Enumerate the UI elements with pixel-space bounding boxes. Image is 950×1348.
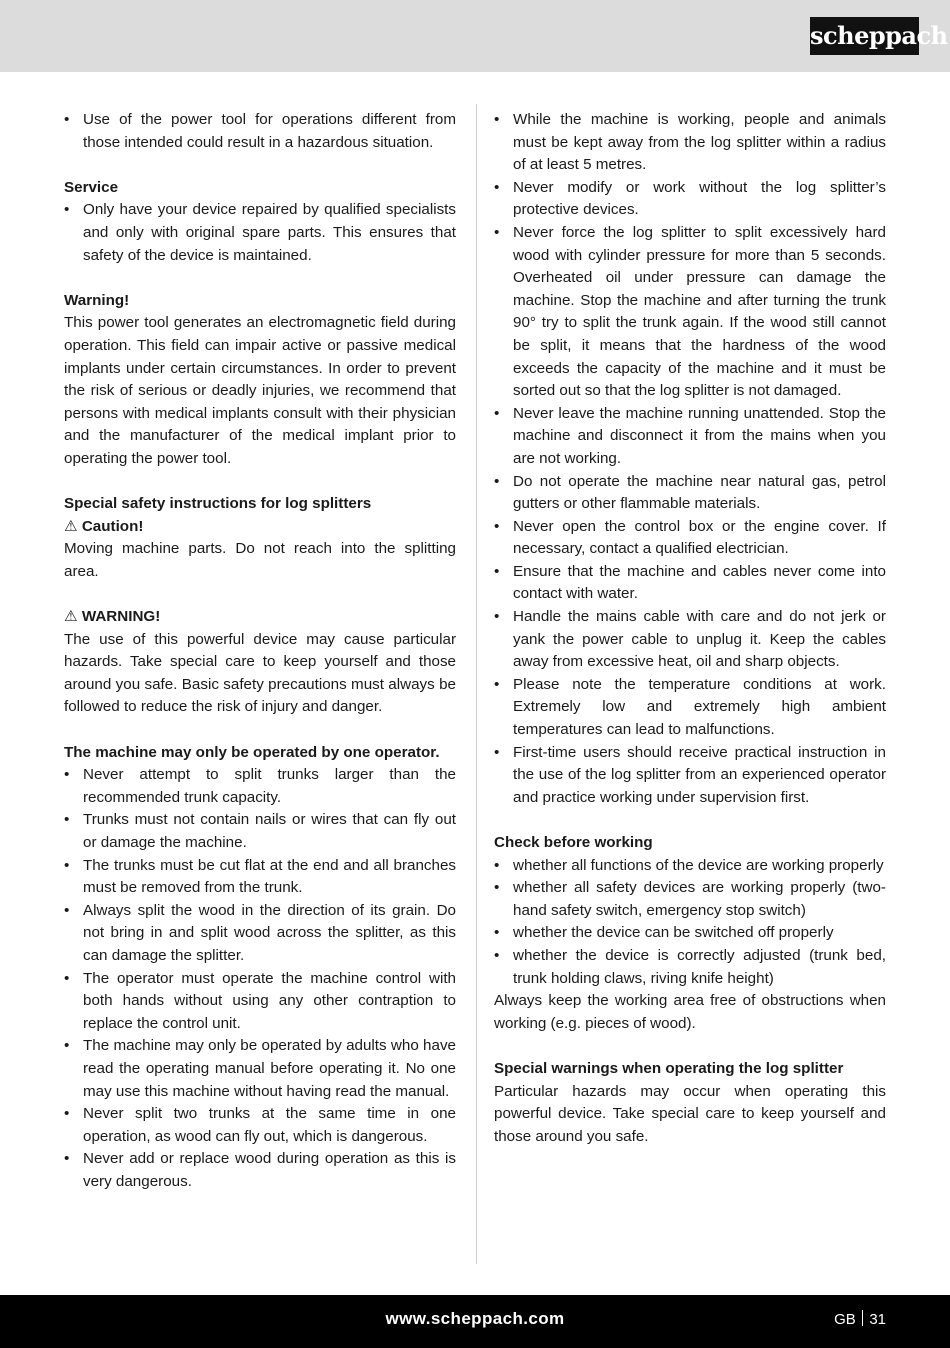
list-item: • Use of the power tool for operations different from those intended could result in a hazardous situation. xyxy=(64,109,456,154)
warning-heading: Warning! xyxy=(64,291,130,309)
check-heading: Check before working xyxy=(494,834,653,851)
left-column xyxy=(64,109,456,1194)
list-item: • Ensure that the machine and cables never come into contact with water. xyxy=(494,561,886,606)
list-item: • Never add or replace wood during operation as this is very dangerous. xyxy=(64,1148,456,1193)
special-warnings-text: Particular hazards may occur when operating this powerful device. Take special care to keep yourself and those around you safe. xyxy=(494,1082,886,1145)
list-item: • whether all functions of the device are working properly xyxy=(494,855,886,878)
operator-heading: The machine may only be operated by one operator. xyxy=(64,743,440,761)
separator xyxy=(862,1310,864,1326)
special-safety-heading: Special safety instructions for log splitters xyxy=(64,495,372,513)
right-column xyxy=(494,109,886,1148)
page-number xyxy=(834,1310,886,1328)
list-item: • Do not operate the machine near natural gas, petrol gutters or other flammable materials. xyxy=(494,471,886,516)
list-item: • Only have your device repaired by qualified specialists and only with original spare parts. This ensures that safety of the device is maintained. xyxy=(64,199,456,267)
website-link[interactable]: www.scheppach.com xyxy=(385,1309,565,1328)
list-item: • The trunks must be cut flat at the end and all branches must be removed from the trunk. xyxy=(64,855,456,900)
service-heading: Service xyxy=(64,178,119,196)
list-item: • Never split two trunks at the same time in one operation, as wood can fly out, which is dangerous. xyxy=(64,1103,456,1148)
warning-caps-heading: ⚠ WARNING! xyxy=(64,608,161,626)
list-item: • Never force the log splitter to split excessively hard wood with cylinder pressure for more than 5 seconds. Overheated oil under pressure can damage the machine. Stop the machine and after turning the trunk 90° try to split the trunk again. If the wood still cannot be split, it means that the hardness of the wood exceeds the capacity of the machine and it must be sorted out so that the log splitter is not damaged. xyxy=(494,222,886,403)
check-list xyxy=(494,855,886,991)
list-item: • Never open the control box or the engine cover. If necessary, contact a qualified electrician. xyxy=(494,516,886,561)
check-text: Always keep the working area free of obstructions when working (e.g. pieces of wood). xyxy=(494,992,886,1032)
list-item: • First-time users should receive practical instruction in the use of the log splitter from an experienced operator and practice working under supervision first. xyxy=(494,742,886,810)
list-item: • whether all safety devices are working properly (two-hand safety switch, emergency stop switch) xyxy=(494,877,886,922)
list-item: • The operator must operate the machine control with both hands without using any other contraption to replace the control unit. xyxy=(64,968,456,1036)
list-item: • Never modify or work without the log splitter’s protective devices. xyxy=(494,177,886,222)
list-item: • While the machine is working, people and animals must be kept away from the log splitter within a radius of at least 5 metres. xyxy=(494,109,886,177)
warning-caps-text: The use of this powerful device may cause particular hazards. Take special care to keep yourself and those around you safe. Basic safety precautions must always be followed to reduce the risk of injury and danger. xyxy=(64,630,456,716)
caution-text: Moving machine parts. Do not reach into the splitting area. xyxy=(64,540,456,580)
list-item: • whether the device can be switched off properly xyxy=(494,922,886,945)
caution-heading: ⚠ Caution! xyxy=(64,517,144,535)
list-item: • The machine may only be operated by adults who have read the operating manual before operating it. No one may use this machine without having read the manual. xyxy=(64,1035,456,1103)
list-item: • Never attempt to split trunks larger than the recommended trunk capacity. xyxy=(64,764,456,809)
page-footer xyxy=(0,1295,950,1348)
list-item: • Please note the temperature conditions at work. Extremely low and extremely high ambient temperatures can lead to malfunctions. xyxy=(494,674,886,742)
language-code: GB xyxy=(834,1311,856,1328)
list-item: • Trunks must not contain nails or wires that can fly out or damage the machine. xyxy=(64,809,456,854)
list-item: • whether the device is correctly adjusted (trunk bed, trunk holding claws, riving knife height) xyxy=(494,945,886,990)
page-number-value: 31 xyxy=(869,1311,886,1328)
intro-list xyxy=(64,109,456,154)
safety-list xyxy=(494,109,886,809)
warning-text: This power tool generates an electromagnetic field during operation. This field can impair active or passive medical implants under certain circumstances. In order to prevent the risk of serious or deadly injuries, we recommend that persons with medical implants consult with their physician and the manufacturer of the medical implant prior to operating the power tool. xyxy=(64,314,456,467)
page-header xyxy=(0,0,950,72)
operator-list xyxy=(64,764,456,1193)
list-item: • Always split the wood in the direction of its grain. Do not bring in and split wood across the splitter, as this can damage the splitter. xyxy=(64,900,456,968)
special-warnings-heading: Special warnings when operating the log splitter xyxy=(494,1059,844,1077)
list-item: • Never leave the machine running unattended. Stop the machine and disconnect it from the mains when you are not working. xyxy=(494,403,886,471)
scheppach-logo: scheppach xyxy=(810,17,919,55)
service-list xyxy=(64,199,456,267)
list-item: • Handle the mains cable with care and do not jerk or yank the power cable to unplug it. Keep the cables away from excessive heat, oil and sharp objects. xyxy=(494,606,886,674)
column-divider xyxy=(476,104,477,1264)
